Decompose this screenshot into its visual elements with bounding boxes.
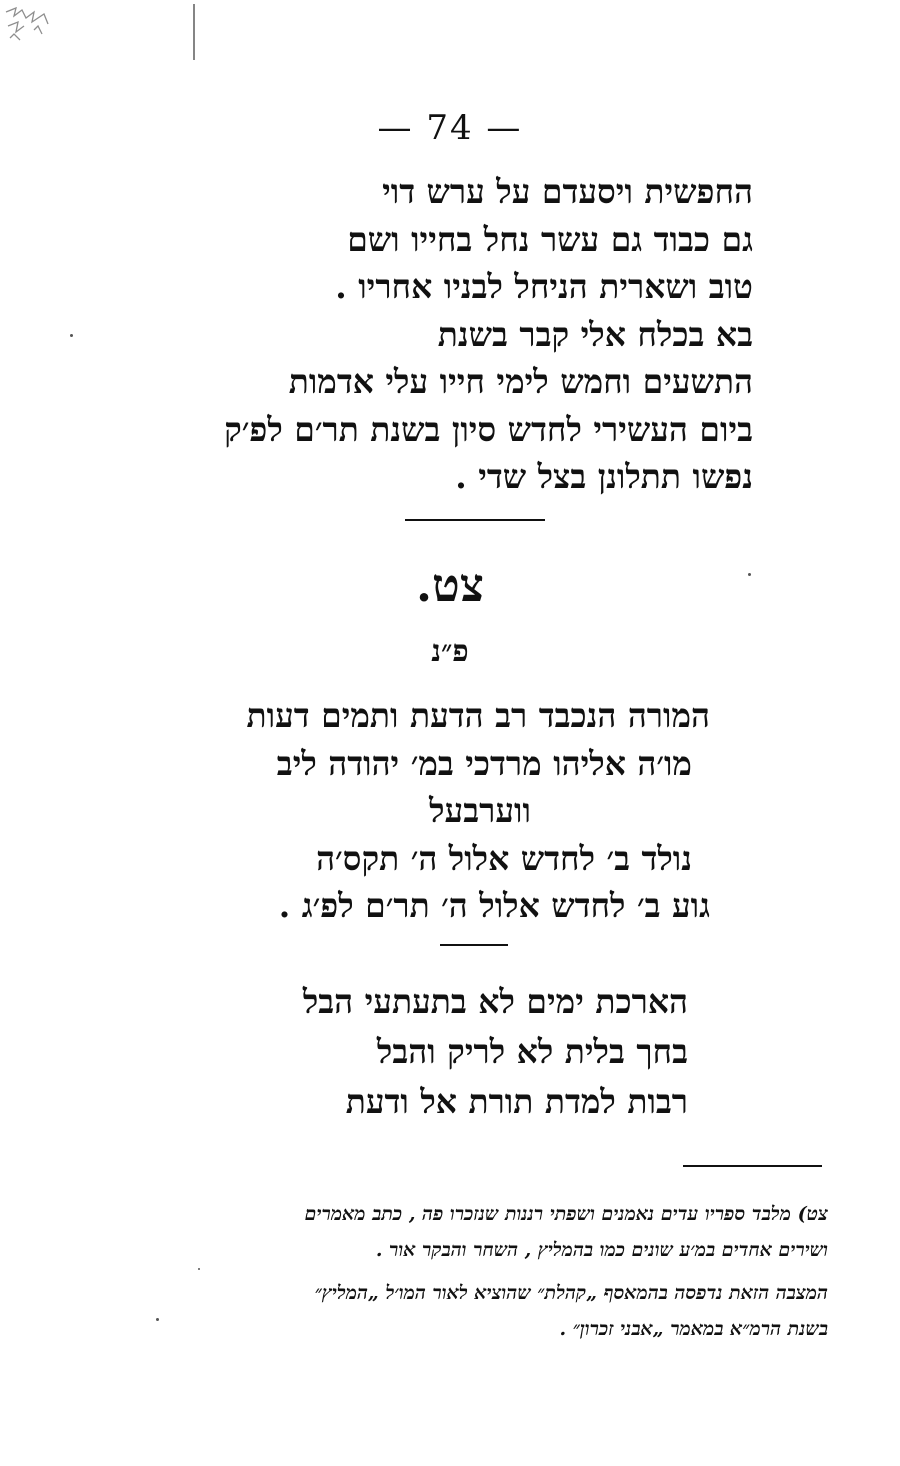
scan-edge-mark	[193, 4, 195, 60]
epitaph-line: התשעים וחמש לימי חייו עלי אדמות	[288, 362, 753, 401]
epitaph-line: גם כבוד גם עשר נחל בחייו ושם	[347, 219, 753, 259]
footnote-line: ושירים אחדים במ׳ע שונים כמו בהמליץ , השחר והבקר אור .	[375, 1239, 828, 1261]
verse-line: בחך בלית לא לריק והבל	[376, 1032, 688, 1071]
epitaph-line: נפשו תתלונן בצל שדי .	[455, 457, 753, 496]
ink-speck	[198, 1268, 200, 1270]
dedication-line: ווערבעל	[429, 791, 531, 830]
verse-line: רבות למדת תורת אל ודעת	[345, 1082, 688, 1121]
dedication-line: נולד ב׳ לחדש אלול ה׳ תקס׳ה	[316, 838, 692, 878]
epitaph-continuation	[133, 168, 753, 501]
epitaph-line: בא בכלח אלי קבר בשנת	[437, 314, 753, 354]
section-divider	[405, 519, 545, 521]
footnote-line: צט) מלבד ספריו עדים נאמנים ושפתי רננות שנזכרו פה , כתב מאמרים	[304, 1203, 828, 1225]
dedication-line: מו׳ה אליהו מרדכי במ׳ יהודה ליב	[276, 743, 692, 783]
dedication-block	[210, 692, 710, 930]
footnote	[108, 1196, 828, 1268]
dedication-line: גוע ב׳ לחדש אלול ה׳ תר׳ם לפ׳ג .	[278, 886, 710, 925]
verse-divider	[440, 944, 508, 946]
footnote-rule	[683, 1165, 822, 1167]
verse-line: הארכת ימים לא בתעתעי הבל	[302, 982, 688, 1021]
epitaph-line: החפשית ויסעדם על ערש דוי	[382, 172, 753, 211]
verse-block	[268, 977, 688, 1127]
dedication-line: המורה הנכבד רב הדעת ותמים דעות	[246, 696, 710, 735]
abbreviation-heading: פ״נ	[431, 634, 469, 669]
footnote-line: בשנת הרמ״א במאמר „אבני זכרון״ .	[559, 1318, 828, 1340]
scan-smudge-mark	[4, 4, 64, 54]
epitaph-line: טוב ושארית הניחל לבניו אחריו .	[335, 267, 753, 306]
ink-speck	[70, 334, 73, 337]
footnote	[108, 1275, 828, 1347]
epitaph-line: ביום העשירי לחדש סיון בשנת תר׳ם לפ׳ק	[224, 409, 753, 449]
footnote-line: המצבה הזאת נדפסה בהמאסף „קהלת״ שהוציא לאור המו׳ל „המליץ״	[314, 1282, 828, 1304]
page-number: — 74 —	[377, 108, 523, 148]
section-heading: צט.	[416, 558, 484, 612]
